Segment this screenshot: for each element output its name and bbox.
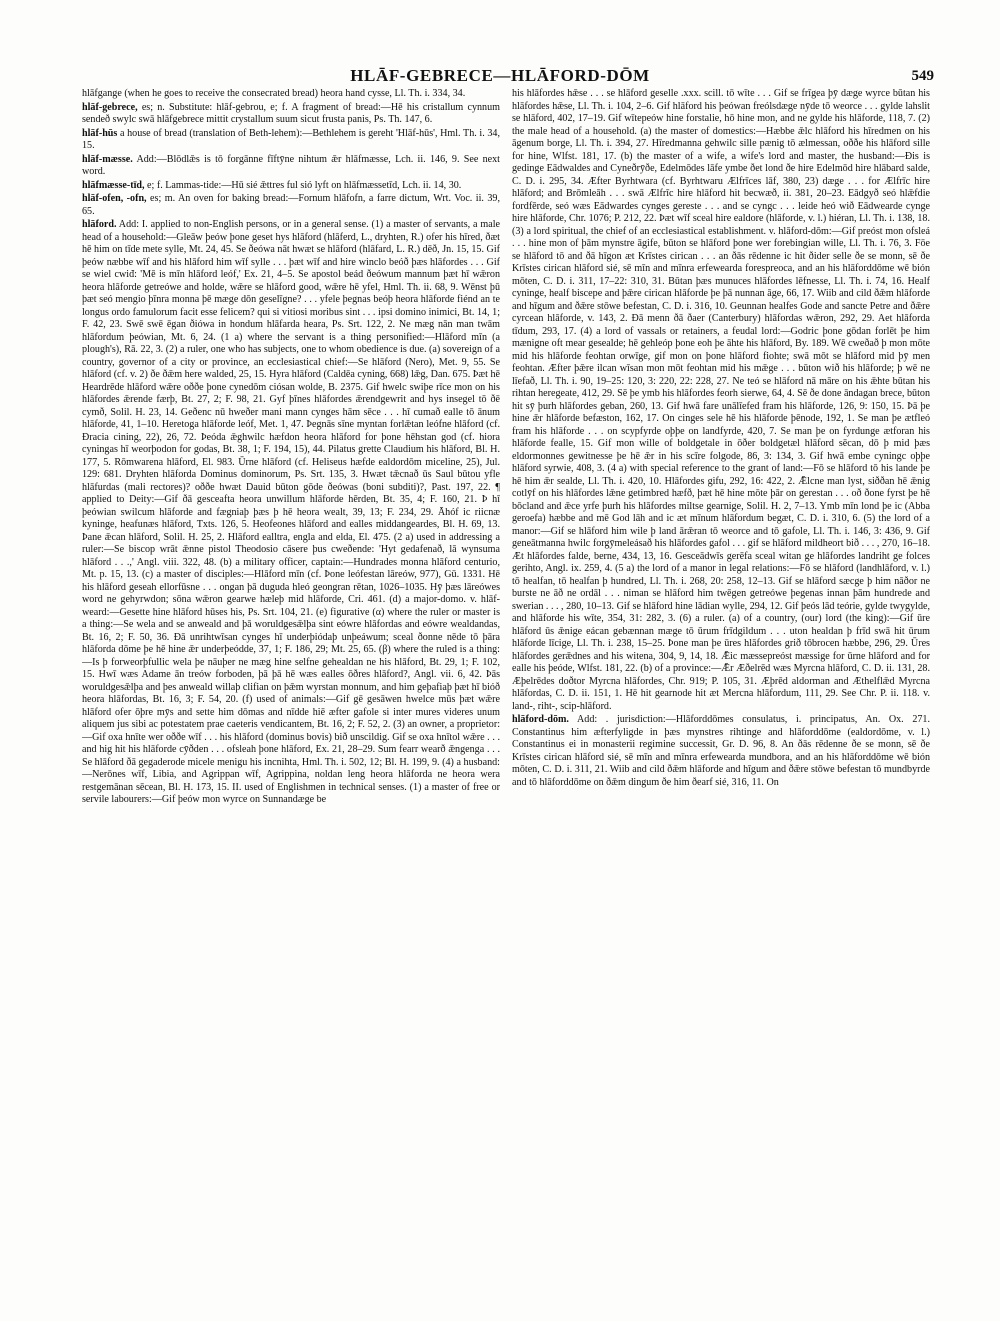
headword: hlāf-mæsse. xyxy=(82,153,133,165)
dictionary-entry xyxy=(82,193,500,218)
headword: hlāf-gebrece, xyxy=(82,101,138,113)
dictionary-entry xyxy=(82,180,500,193)
dictionary-entry xyxy=(82,219,500,807)
headword: hlāfmæsse-tīd, xyxy=(82,179,145,191)
entry-text: Add: . jurisdiction:—Hlāforddōmes consulatus, i. principatus, An. Ox. 271. Constantinus him æfterfyligde in þæs mynstres rihtinge and hlāforddōme (ealdordōme, v. l.) Constantinus ei in monasterii regimine successit, Gr. D. 96, 8. An ðās rēdenne ðe se monn, sē ðe Krīstes cirican hlāford sié, sē mīn and mīnra erfewearda mundbora, and an his hlāforddōme wē bión mōten, C. D. i. 311, 21. Wiib and cild ðǣm hlāforde and hīgum and ðǣre stōwe befestan tō mundbyrde and tō hlāforddōme on ðǣm dingum ðe him ðearf sié, 316, 11. On xyxy=(512,714,930,788)
headword: hlāf-hūs xyxy=(82,127,118,139)
entry-text: es; m. An oven for baking bread:—Fornum hlāfofn, a farre dictum, Wrt. Voc. ii. 39, 65. xyxy=(82,193,500,217)
entry-text: Add: I. applied to non-English persons, or in a general sense. (1) a master of servants, a male head of a household:—Gleāw þeów þone geset hys hlāford (hlāferd, L., dryhten, R.) ofer his hīred, ðæt hē him on tīde mete sylle, Mt. 24, 45. Se ðeówa nāt hwæt se hlāford (hlāfard, L. R.) dēð, Jn. 15, 15. Gif þeów næbbe wīf and his hlāford him wīf sylle . . . þæt wīf and hire winclo beóð þæs hlāfordes . . . Gif se wiel cwiđ: 'Mē is mīn hlāford leóf,' Ex. 21, 4–5. Se apostol beád ðeówum mannum þæt hī wǣron heora hlāforde getreówe and holde, wǣre se hlāford good, wǣre hē yfel, Hml. Th. ii. 68, 9. Wēnst þū þæt seó mengio þīnra monna þē mæge dōn geselīgne? . . . yfele þegnas beóþ heora hlāforde fiénd an te longus ordo famulorum facit esse felicem? qui si vitiosi moribus sint . . . ipsi domino inimici, Bt. 14, 1; F. 42, 23. Swē swē ēgan ðiówa in hondum hlāfarda heara, Ps. Srt. 122, 2. Ne mæg nān man twām hlāfordum þeówian, Mt. 6, 24. (1 a) where the servant is a thing personified:—Hlāford mīn (a plough's), Rā. 22, 3. (2) a ruler, one who has subjects, one to whom obedience is due. (a) sovereign of a country, governor of a city or province, an ecclesiastical chief:—Se hlāford (Nero), Met. 9, 55. Se hlāford (cf. v. 2) ðe ðǣm here walded, 25, 15. Hyra hlāford (Caldēa cyning, 668) lǣg, Dan. 675. Þæt hē Heardrēde hlāford wǣre oððe þone cynedōm ciósan wolde, B. 2375. Gif hwelc swiþe rīce mon on his hlāfordes ǣrende færþ, Bt. 27, 2; F. 98, 21. Gyf þīnes hlāfordes ǣrendgewrit and hys insegel tō ðē cymð, Solil. H. 23, 14. Geðenc nū hweðer mani mann cynges hām sēce . . . hī cumað ealle tō ānum hlāforde, 41, 1–10. Heretoga hlāforde leóf, Met. 1, 47. Þegnās sīne myntan forlǣtan leófne hlāford (cf. Ðracia cining, 22), 26, 72. Þeóda ǣghwilc hæfdon heora hlāford for þone hēhstan god (cf. hiora cyningas hī weorþodon for godas, Bt. 38, 1; F. 194, 15), 44. Pilatus grette Claudium his hlāford, Bl. H. 177, 5. Rōmwarena hlāford, El. 983. Ūrne hlāford (cf. Heliseus hæfde ealdordōm miceline, 25), Jul. 129: 681. Dryhten hlāforda Dominus dominorum, Ps. Srt. 135, 3. Hwæt tǣcnað ūs Saul būtou yfle hlāfurdas (mali rectores)? oððe hwæt Dauid būton gōde ðeówas (boni subditi)?, Past. 197, 22. ¶ applied to Deity:—Gif ðā gesceafta heora unwillum hlāforde hērden, Bt. 35, 4; F. 160, 21. Þ hī þeówian swilcum hlāforde and fægniaþ þæs þ hē heora wealt, 39, 13; F. 234, 29. Āhóf ic riicnæ kyninge, heafunæs hlāford, Txts. 126, 5. Heofeones hlāford and ealles middangeardes, Bl. H. 69, 13. Þane ǣcan hlāford, Solil. H. 25, 2. Hlāford ealltra, engla and elda, El. 475. (2 a) used in addressing a ruler:—Se biscop wrāt ǣnne pistol Theodosio cāsere þus cweðende: 'Hyt gedafenað, lā wynsuma hlāford . . .,' Angl. viii. 322, 48. (b) a military officer, captain:—Hundrades monna hlāford centurio, Mt. p. 15, 13. (c) a master of disciples:—Hlāford mīn (cf. Þone leófestan lāreów, 977), Gū. 1331. Hē his hlāford geseah ellorfūsne . . . ongan þā duguda hleó geongran rētan, 1026–1035. Hȳ þæs lāreówes word ne gehyrwdon; sōna wǣron gearwe hæleþ mid hlāforde, Cri. 461. (d) a major-domo. v. hlāf-weard:—Gesette hine hlāford hūses his, Ps. Srt. 104, 21. (e) figurative (α) where the ruler or master is a thing:—Se wela and se anweald and þā woruldgesǣlþa sint eówre hlāfordas and eówre wealdandas, Bt. 16, 2; F. 50, 36. Ðā unrihtwīsan cynges hī underþiódaþ unþeáwum; sceal ðonne nēde tō þāra hlāforda dōme þe hē hine ǣr underþeódde, 37, 1; F. 186, 29; Mt. 25, 65. (β) where the ruled is a thing:—Is þ forweorþfullic wela þe nāuþer ne mæg hine selfne gehealdan ne his hlāford, Bt. 29, 1; F. 102, 15. Hwī wæs Adame ān treów forboden, þā þā hē wæs ealles ōðres hlāford?, Angl. vii. 6, 42. Þās woruldgesǣlþa and þes anweald willaþ clifian on þǣm wyrstan monnum, and him geþafiaþ þæt hī bióð heora hlāfordas, Bt. 16, 3; F. 54, 20. (f) used of animals:—Gif gē gesāwen hwelce mūs þæt wǣre hlāford ofer ōþre mȳs and sette him dōmas and nīdde hiē æfter gafole si inter mures videres unum aliquem jus sibi ac potestatem prae caeteris vendicantem, Bt. 16, 2; F. 52, 2. (3) an owner, a proprietor:—Gif oxa hnīte wer oððe wīf . . . his hlāford (dominus bovis) bið unscildig. Gif se oxa hnītol wǣre . . . and hig hit his hlāforde cȳðden . . . ofsleah þone hlāford, Ex. 21, 28–29. Sum fearr wearð ǣngenga . . . Se hlāford ðā gegaderode micele menigu his incnihta, Hml. Th. i. 502, 12; Bl. H. 199, 9. (4) a husband:—Nerōnes wīf, Libia, and Agrippan wīf, Agrippina, noldan leng heora hlāforda ne heora wera restgemānan sēcean, Bl. H. 173, 15. II. used of Englishmen in technical senses. (1) a master of free or servile labourers:—Gif þeów mon wyrce on Sunnandæge be xyxy=(82,219,500,805)
entry-text: a house of bread (translation of Beth-lehem):—Bethlehem is gereht 'Hlāf-hūs', Hml. Th. i. 34, 15. xyxy=(82,127,500,151)
entry-text: Add:—Blōdlǣs is tō forgānne fīftȳne nihtum ǣr hlāfmæsse, Lch. ii. 146, 9. See next word. xyxy=(82,153,500,177)
entry-continuation xyxy=(82,88,500,101)
dictionary-entry xyxy=(82,154,500,179)
entry-continuation xyxy=(512,88,930,713)
dictionary-entry xyxy=(512,714,930,789)
headword: hlāford. xyxy=(82,219,117,230)
entry-text: e; f. Lammas-tide:—Hū sié ǣttres ful sió lyft on hlāfmæssetīd, Lch. ii. 14, 30. xyxy=(144,179,462,191)
right-column xyxy=(512,88,930,1236)
left-column xyxy=(82,88,500,1236)
headword: hlāford-dōm. xyxy=(512,714,569,725)
headword: hlāf-ofen, -ofn, xyxy=(82,193,147,204)
page-header xyxy=(0,66,1000,90)
running-head: HLĀF-GEBRECE—HLĀFORD-DŌM xyxy=(350,66,650,85)
entry-text: his hlāfordes hǣse . . . se hlāford geselle .xxx. scill. tō wīte . . . Gif se frīgea þȳ dæge wyrce būtan his hlāfordes hǣse, Ll. Th. i. 104, 2–6. Gif hlāford his þeówan freólsdæge nȳde tō weorce . . . gylde lahslit se hlāford, 402, 17–19. Gif wītepeów hine forstalie, hō hine mon, and ne gylde his hlāforde, 118, 7. (2) the male head of a household. (a) the master of domestics:—Hæbbe ǣlc hlāford his hīredmen on his āgenum borge, Ll. Th. i. 394, 27. Hīredmanna gehwilc sille pænig tō ælmessan, oððe his hlāford sille for hine, Wlfst. 181, 17. (b) the master of a wife, a wife's lord and master, the husband:—Ðis is gedinge Eādwaldes and Cyneðrȳðe, Edelmōdes lāfe ymbe ðet lond ðe hire Edelmōd hire hlābard salde, C. D. i. 295, 34. Æfter Byrhtwara (cf. Byrhtwaru Ælfrīces lāf, 380, 23) dæge . . . for Ælfrīc hire hlāford; and Brōmleāh . . . swā Ælfrīc hire hlāford hit becwæð, ii. 381, 20–23. Eādgyð seó hlǣfdie fordfērde, seó wæs Eādwardes cynges gereste . . . and se cyngc . . . leide heó wið Eādwearde cynge hire hlāforde, Chr. 1076; P. 212, 22. Þæt wīf sceal hire ealdore (hlāforde, v. l.) hiéran, Ll. Th. i. 138, 18. (3) a lord spiritual, the chief of an ecclesiastical establishment. v. hlāford-dōm:—Gif preóst mon ofsleá . . . hine mon of þām mynstre āgife, būton se hlāford þone wer forebingian wille, Ll. Th. i. 76, 3. Fōe se hlāford tō and ðā hīgon æt Krīstes cirican . . . an ðās rēdenne ic hit ðider selle ðe se monn, sē ðe Krīstes cirican hlāford sié, sē mīn and mīnra erfewearda forespreoca, and an his hlāforddōme wē bión mōten, C. D. i. 311, 17–22: 310, 31. Būtan þæs munuces hlāfordes lēfnesse, Ll. Th. i. 74, 16. Healf cyninge, healf biscepe and þǣre cirican hlāforde þe þā nunnan āge, 66, 17. Wiib and cild ðǣm hlāforde and hīgum and ðǣre stōwe befestan, C. D. i. 316, 10. Geunnan healfes Gode and sancte Petre and ðǣre cyrcean hlāforde, v. 143, 2. Ðā menn ðā ðaer (Canterbury) hlāfordas wǣron, 292, 29. Aet hlāforda tīdum, 293, 17. (4) a lord of vassals or retainers, a feudal lord:—Godric þone gōdan forlēt þe him mænigne oft mear gesealde; hē gehleóp þone eoh þe āhte his hlāford, By. 189. Wē cweðað þ mon mōte mid his hlāforde feohtan orwīge, gif mon on þone hlāford fiohte; swā mōt se hlāford mid þȳ men feohtan. Æfter þǣre ilcan wīsan mon mōt feohtan mid his mǣge . . . būton wið his hlāforde; þ wē ne līefað, Ll. Th. i. 90, 19–25: 120, 3: 220, 22: 228, 27. Ne teó se hlāford nā māre on his ǣhte būtan his rihtan heregeate, 412, 29. Sē þe ymb his hlāfordes feorh sierwe, 64, 4. Sē ðe done āndagan brece, būton hit sȳ þurh hlāfordes geban, 260, 13. Gif hwā fare unālīefed fram his hlāforde, 126, 9: 150, 15. Þā þe hine ǣr hlāforde befæston, 162, 17. On cinges sele hē his hlāforde þēnode, 192, 1. Se man þe ætfleó fram his hlāforde . . . on scypfyrde oþþe on landfyrde, 420, 7. Se man þe on fyrdunge ætforan his hlāforde fealle, 15. Gif mon wille of boldgetale in ōðer boldgetæl hlāford sēcan, dō þ mid þæs eldormonnes gewitnesse þe hē ǣr in his scīre folgode, 86, 3: 134, 3. Gif hwā embe cyningc oþþe hlāford syrwie, 408, 3. (4 a) with special reference to the grant of land:—Fō se hlāford tō his lande þe hē him ǣr sealde, Ll. Th. i. 420, 10. Hlāfordes gifu, 292, 16: 422, 2. Ǣlcne man lyst, siððan hē ǣnig cotlȳf on his hlāfordes lǣne getimbred hæfð, þæt hē hine mōte þār on gerestan . . . oð ðone fyrst þe hē bōcland and ǣce yrfe þurh his hlāfordes miltse gearnige, Solil. H. 2, 7–13. Ymb mīn lond þe ic (Abba geroefa) hæbbe and mē God lāh and ic æt mīnum hlāfordum begæt, C. D. i. 310, 6. (5) the lord of a manor:—Gif se hlāford him wile þ land ārǣran tō weorce and tō gafole, Ll. Th. i. 146, 3: 436, 9. Gif geneātmanna hwilc forgȳmeleásað his hlāfordes gafol . . . gif se hlāford mildheort bið . . . , 270, 16–18. Æt hlāfordes falde, berne, 434, 13, 16. Gesceādwīs gerēfa sceal witan ge hlāfordes landriht ge folces gerihto, Angl. ix. 259, 4. (5 a) the lord of a manor in legal relations:—Fō se hlāford (landhlāford, v. l.) tō healfan, tō healfan þ hundred, Ll. Th. i. 268, 20: 258, 12–13. Gif se hlāford sæcge þ him nāðor ne burste ne āð ne ordāl . . . niman se hlāford him twēgen getreówe þegenas innan þām hundrede and swerian . . . , 280, 10–13. Gif se hlāford hine lādian wylle, 294, 12. Gif þeós lād teórie, gylde twygylde, and hlāforde his wīte, 354, 31: 282, 3. (6) a ruler. (a) of a country, (our) lord (the king):—Gif ūre hlāford ūs ǣnige eácan gebænnan mæge tō ūrum frīdgildum . . . uton healdan þ frīd swā hit ūrum hlāforde līcige, Ll. Th. i. 238, 15–25. Þone man þe ūres hlāfordes grið tōbrocen hæbbe, 296, 29. Ūres hlāfordes gerǣdnes and his witena, 304, 9, 14, 18. Ǣic mæssepreóst mæssige for ūrne hlāford and for ealle his þeóde, Wlfst. 181, 22. (b) of a province:—Ǣr Æðelrēd wæs Myrcna hlāford, C. D. ii. 131, 28. Æþelrēdes doðtor Myrcna hlāfordes, Chr. 919; P. 105, 31. Æþrēd aldorman and Æthelflǣd Myrcna hlāfordas, C. D. ii. 151, 1. Hē hit gearnode hit æt Mercna hlāfordum, 111, 29. See Chr. P. ii. 118. v. land-, riht-, scip-hlāford. xyxy=(512,88,930,712)
entry-text: es; n. Substitute: hlāf-gebrou, e; f. A fragment of bread:—Hē his cristallum cynnum sendeð swylc swā hlāfgebrece mittit crystallum suum sicut frusta panis, Ps. Th. 147, 6. xyxy=(82,101,500,125)
page-number: 549 xyxy=(911,68,934,84)
entry-text: hlāfgange (when he goes to receive the consecrated bread) heora hand cysse, Ll. Th. i. 334, 34. xyxy=(82,88,466,99)
dictionary-entry xyxy=(82,102,500,127)
dictionary-entry xyxy=(82,128,500,153)
